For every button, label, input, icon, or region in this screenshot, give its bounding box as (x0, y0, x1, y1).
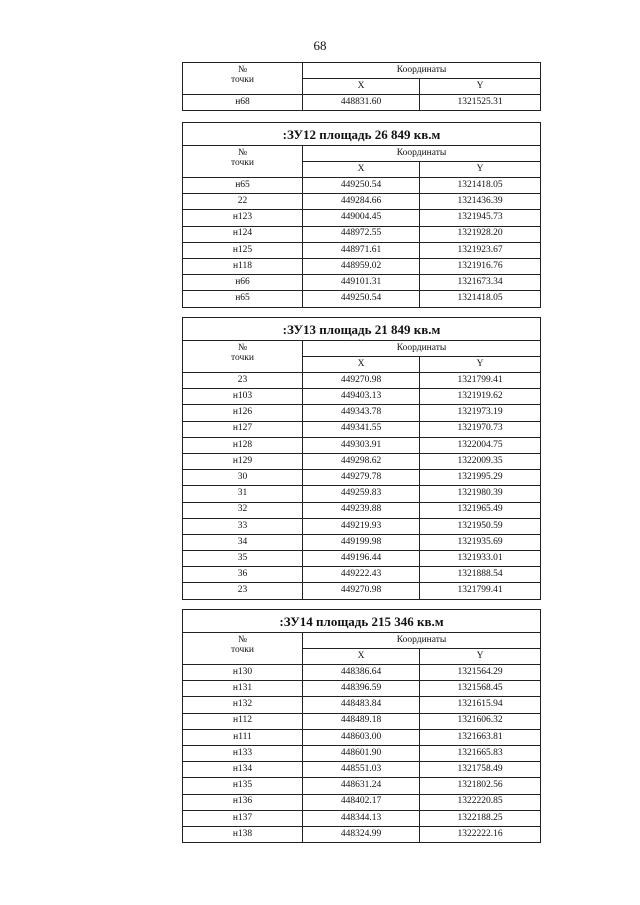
x-header: X (303, 357, 420, 373)
x-coordinate-cell: 448601.90 (303, 745, 420, 761)
y-coordinate-cell: 1321965.49 (420, 502, 541, 518)
point-number-cell: н124 (183, 226, 303, 242)
y-coordinate-cell: 1321665.83 (420, 745, 541, 761)
y-coordinate-cell: 1321916.76 (420, 258, 541, 274)
table-row (183, 518, 541, 534)
x-coordinate-cell: 449199.98 (303, 534, 420, 550)
coordinates-table-zu12 (182, 122, 541, 308)
table-row (183, 437, 541, 453)
point-number-cell: н103 (183, 389, 303, 405)
table-row (183, 713, 541, 729)
x-coordinate-cell: 449270.98 (303, 373, 420, 389)
y-coordinate-cell: 1321923.67 (420, 242, 541, 258)
table-title: :ЗУ14 площадь 215 346 кв.м (183, 610, 541, 633)
table-row (183, 697, 541, 713)
point-number-header: № точки (183, 633, 303, 665)
point-number-cell: 33 (183, 518, 303, 534)
y-coordinate-cell: 1321758.49 (420, 762, 541, 778)
table-row (183, 242, 541, 258)
x-coordinate-cell: 448551.03 (303, 762, 420, 778)
table-row (183, 291, 541, 307)
point-number-header: № точки (183, 341, 303, 373)
x-coordinate-cell: 448831.60 (303, 95, 420, 111)
coordinates-table-zu14 (182, 609, 541, 843)
y-coordinate-cell: 1321564.29 (420, 665, 541, 681)
table-row (183, 729, 541, 745)
table-row (183, 389, 541, 405)
x-coordinate-cell: 448344.13 (303, 810, 420, 826)
table-row (183, 275, 541, 291)
x-header: X (303, 162, 420, 178)
x-coordinate-cell: 449270.98 (303, 583, 420, 599)
y-coordinate-cell: 1321802.56 (420, 778, 541, 794)
x-coordinate-cell: 448324.99 (303, 826, 420, 842)
x-coordinate-cell: 448631.24 (303, 778, 420, 794)
y-coordinate-cell: 1321606.32 (420, 713, 541, 729)
point-number-cell: н128 (183, 437, 303, 453)
y-coordinate-cell: 1321995.29 (420, 470, 541, 486)
x-coordinate-cell: 449004.45 (303, 210, 420, 226)
table-row (183, 95, 541, 111)
y-coordinate-cell: 1321980.39 (420, 486, 541, 502)
y-coordinate-cell: 1321888.54 (420, 567, 541, 583)
point-number-cell: н132 (183, 697, 303, 713)
x-coordinate-cell: 449259.83 (303, 486, 420, 502)
x-coordinate-cell: 449298.62 (303, 453, 420, 469)
table-row (183, 551, 541, 567)
table-title: :ЗУ12 площадь 26 849 кв.м (183, 123, 541, 146)
point-number-cell: н118 (183, 258, 303, 274)
table-row (183, 826, 541, 842)
table-row (183, 194, 541, 210)
point-number-cell: 32 (183, 502, 303, 518)
coordinates-header: Координаты (303, 633, 541, 649)
point-number-cell: н135 (183, 778, 303, 794)
table-row (183, 453, 541, 469)
x-coordinate-cell: 449101.31 (303, 275, 420, 291)
point-number-cell: 36 (183, 567, 303, 583)
coordinates-header: Координаты (303, 63, 541, 79)
x-coordinate-cell: 449303.91 (303, 437, 420, 453)
point-number-cell: н131 (183, 681, 303, 697)
point-number-cell: н130 (183, 665, 303, 681)
point-number-cell: н138 (183, 826, 303, 842)
y-coordinate-cell: 1322009.35 (420, 453, 541, 469)
y-coordinate-cell: 1321418.05 (420, 178, 541, 194)
table-row (183, 665, 541, 681)
y-coordinate-cell: 1321615.94 (420, 697, 541, 713)
x-coordinate-cell: 448386.64 (303, 665, 420, 681)
point-number-cell: н68 (183, 95, 303, 111)
x-coordinate-cell: 448959.02 (303, 258, 420, 274)
point-number-cell: 34 (183, 534, 303, 550)
x-coordinate-cell: 448483.84 (303, 697, 420, 713)
point-number-cell: 23 (183, 373, 303, 389)
y-coordinate-cell: 1321945.73 (420, 210, 541, 226)
table-title: :ЗУ13 площадь 21 849 кв.м (183, 318, 541, 341)
y-coordinate-cell: 1321525.31 (420, 95, 541, 111)
table-row (183, 745, 541, 761)
point-number-cell: н133 (183, 745, 303, 761)
x-coordinate-cell: 449341.55 (303, 421, 420, 437)
y-header: Y (420, 649, 541, 665)
page-number: 68 (313, 38, 327, 53)
table-row (183, 470, 541, 486)
table-row (183, 210, 541, 226)
y-coordinate-cell: 1321950.59 (420, 518, 541, 534)
point-number-cell: н125 (183, 242, 303, 258)
table-row (183, 226, 541, 242)
y-header: Y (420, 357, 541, 373)
y-header: Y (420, 162, 541, 178)
y-coordinate-cell: 1322004.75 (420, 437, 541, 453)
table-row (183, 373, 541, 389)
coordinates-header: Координаты (303, 341, 541, 357)
table-row (183, 762, 541, 778)
table-row (183, 810, 541, 826)
point-number-cell: 23 (183, 583, 303, 599)
point-number-cell: н126 (183, 405, 303, 421)
x-header: X (303, 649, 420, 665)
y-coordinate-cell: 1321663.81 (420, 729, 541, 745)
y-coordinate-cell: 1321799.41 (420, 373, 541, 389)
y-coordinate-cell: 1321933.01 (420, 551, 541, 567)
x-coordinate-cell: 449250.54 (303, 291, 420, 307)
y-coordinate-cell: 1321973.19 (420, 405, 541, 421)
x-coordinate-cell: 449343.78 (303, 405, 420, 421)
coordinates-table-zu13 (182, 317, 541, 600)
y-coordinate-cell: 1321436.39 (420, 194, 541, 210)
table-row (183, 421, 541, 437)
y-coordinate-cell: 1321919.62 (420, 389, 541, 405)
point-number-cell: 30 (183, 470, 303, 486)
y-coordinate-cell: 1321568.45 (420, 681, 541, 697)
x-coordinate-cell: 448972.55 (303, 226, 420, 242)
x-coordinate-cell: 448402.17 (303, 794, 420, 810)
x-coordinate-cell: 448971.61 (303, 242, 420, 258)
point-number-cell: 22 (183, 194, 303, 210)
table-row (183, 534, 541, 550)
point-number-cell: н111 (183, 729, 303, 745)
y-coordinate-cell: 1322222.16 (420, 826, 541, 842)
x-coordinate-cell: 449219.93 (303, 518, 420, 534)
x-header: X (303, 79, 420, 95)
table-row (183, 486, 541, 502)
point-number-header: № точки (183, 146, 303, 178)
point-number-cell: н65 (183, 178, 303, 194)
y-coordinate-cell: 1321935.69 (420, 534, 541, 550)
coordinates-table-continued (182, 62, 541, 111)
table-row (183, 583, 541, 599)
point-number-cell: н134 (183, 762, 303, 778)
table-row (183, 258, 541, 274)
y-coordinate-cell: 1321970.73 (420, 421, 541, 437)
x-coordinate-cell: 449279.78 (303, 470, 420, 486)
point-number-cell: н136 (183, 794, 303, 810)
table-row (183, 778, 541, 794)
point-number-cell: 31 (183, 486, 303, 502)
y-coordinate-cell: 1322188.25 (420, 810, 541, 826)
x-coordinate-cell: 449196.44 (303, 551, 420, 567)
x-coordinate-cell: 449222.43 (303, 567, 420, 583)
point-number-cell: н112 (183, 713, 303, 729)
x-coordinate-cell: 449284.66 (303, 194, 420, 210)
y-coordinate-cell: 1321418.05 (420, 291, 541, 307)
x-coordinate-cell: 448603.00 (303, 729, 420, 745)
table-row (183, 502, 541, 518)
x-coordinate-cell: 448396.59 (303, 681, 420, 697)
point-number-cell: н123 (183, 210, 303, 226)
y-coordinate-cell: 1322220.85 (420, 794, 541, 810)
table-row (183, 567, 541, 583)
table-row (183, 681, 541, 697)
table-row (183, 405, 541, 421)
coordinates-header: Координаты (303, 146, 541, 162)
x-coordinate-cell: 448489.18 (303, 713, 420, 729)
point-number-cell: 35 (183, 551, 303, 567)
x-coordinate-cell: 449250.54 (303, 178, 420, 194)
x-coordinate-cell: 449403.13 (303, 389, 420, 405)
table-row (183, 178, 541, 194)
table-row (183, 794, 541, 810)
y-coordinate-cell: 1321928.20 (420, 226, 541, 242)
point-number-cell: н127 (183, 421, 303, 437)
x-coordinate-cell: 449239.88 (303, 502, 420, 518)
point-number-cell: н65 (183, 291, 303, 307)
y-header: Y (420, 79, 541, 95)
point-number-cell: н137 (183, 810, 303, 826)
y-coordinate-cell: 1321799.41 (420, 583, 541, 599)
y-coordinate-cell: 1321673.34 (420, 275, 541, 291)
point-number-header: № точки (183, 63, 303, 95)
point-number-cell: н129 (183, 453, 303, 469)
point-number-cell: н66 (183, 275, 303, 291)
